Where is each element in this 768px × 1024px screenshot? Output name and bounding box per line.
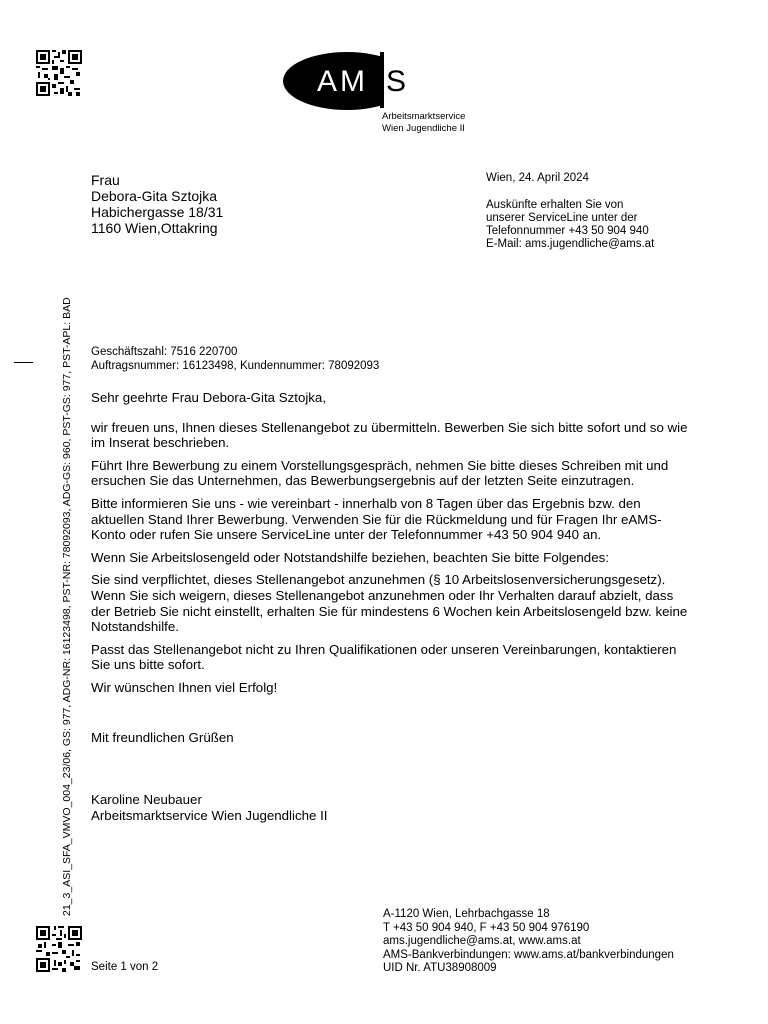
footer-web: ams.jugendliche@ams.at, www.ams.at	[383, 935, 581, 948]
side-document-code: 21_3_ASI_SFA_VMVO_004_23/06, GS: 977, ADG-NR: 16123498, PST-NR: 78092093, ADG-GS: 960, PST-GS: 977, PST-APL: BAD	[61, 297, 73, 916]
paragraph-3: Bitte informieren Sie uns - wie vereinbart - innerhalb von 8 Tagen über das Ergebnis bzw. den aktuellen Stand Ihrer Bewerbung. Verwenden Sie für die Rückmeldung und für Fragen Ihr eAMS-Konto oder rufen Sie unsere ServiceLine unter der Telefonnummer +43 50 904 940 an.	[91, 495, 662, 543]
paragraph-6: Passt das Stellenangebot nicht zu Ihren Qualifikationen oder unseren Vereinbarungen, kontaktieren Sie uns bitte sofort.	[91, 641, 677, 673]
logo-text-s: S	[386, 65, 407, 98]
references	[91, 345, 379, 373]
footer-contact	[383, 908, 674, 976]
footer-bank: AMS-Bankverbindungen: www.ams.at/bankverbindungen	[383, 948, 674, 961]
recipient-street: Habichergasse 18/31	[91, 204, 224, 220]
paragraph-1: wir freuen uns, Ihnen dieses Stellenangebot zu übermitteln. Bewerben Sie sich bitte sofort und so wie im Inserat beschrieben.	[91, 419, 688, 451]
page-number: Seite 1 von 2	[91, 961, 159, 973]
recipient-city: 1160 Wien,Ottakring	[91, 220, 218, 236]
paragraph-7: Wir wünschen Ihnen viel Erfolg!	[91, 679, 278, 695]
case-number: Geschäftszahl: 7516 220700	[91, 346, 238, 358]
recipient-address	[91, 172, 223, 236]
info-line4: E-Mail: ams.jugendliche@ams.at	[486, 238, 655, 250]
signer-organization: Arbeitsmarktservice Wien Jugendliche II	[91, 807, 328, 823]
logo-subtitle-line2: Wien Jugendliche II	[382, 123, 465, 134]
paragraph-5: Sie sind verpflichtet, dieses Stellenangebot anzunehmen (§ 10 Arbeitslosenversicherungsgesetz). Wenn Sie sich weigern, dieses Stellenangebot anzunehmen oder Ihr Verhalten darauf abzielt, dass der Betrieb Sie nicht einstellt, erhalten Sie für mindestens 6 Wochen kein Arbeitslosengeld bzw. keine Notstandshilfe.	[91, 572, 688, 635]
signer-name: Karoline Neubauer	[91, 792, 202, 808]
logo-subtitle-line1: Arbeitsmarktservice	[382, 111, 466, 122]
recipient-salutation: Frau	[91, 172, 120, 188]
letter-closing: Mit freundlichen Grüßen	[91, 729, 234, 745]
qr-code-top	[36, 50, 82, 96]
letter-salutation: Sehr geehrte Frau Debora-Gita Sztojka,	[91, 390, 327, 405]
footer-address: A-1120 Wien, Lehrbachgasse 18	[383, 908, 550, 920]
info-line1: Auskünfte erhalten Sie von	[486, 199, 624, 211]
footer-phone: T +43 50 904 940, F +43 50 904 976190	[383, 921, 590, 934]
info-line3: Telefonnummer +43 50 904 940	[486, 225, 649, 237]
letter-body	[91, 390, 691, 823]
paragraph-2: Führt Ihre Bewerbung zu einem Vorstellungsgespräch, nehmen Sie bitte dieses Schreiben mit und ersuchen Sie das Unternehmen, das Bewerbungsergebnis auf der letzten Seite einzutragen.	[91, 457, 669, 489]
logo-subtitle	[382, 111, 465, 135]
order-number: Auftragsnummer: 16123498, Kundennummer: 78092093	[91, 360, 380, 372]
info-line2: unserer ServiceLine unter der	[486, 212, 638, 224]
recipient-name: Debora-Gita Sztojka	[91, 188, 218, 204]
letter-date: Wien, 24. April 2024	[486, 172, 589, 184]
contact-info	[486, 172, 654, 251]
paragraph-4: Wenn Sie Arbeitslosengeld oder Notstandshilfe beziehen, beachten Sie bitte Folgendes:	[91, 549, 609, 565]
ams-logo	[282, 50, 482, 112]
fold-mark	[14, 362, 33, 363]
logo-text-a: A	[317, 65, 338, 98]
footer-uid: UID Nr. ATU38908009	[383, 962, 497, 975]
logo-text-m: M	[340, 65, 365, 98]
qr-code-bottom	[36, 926, 82, 972]
